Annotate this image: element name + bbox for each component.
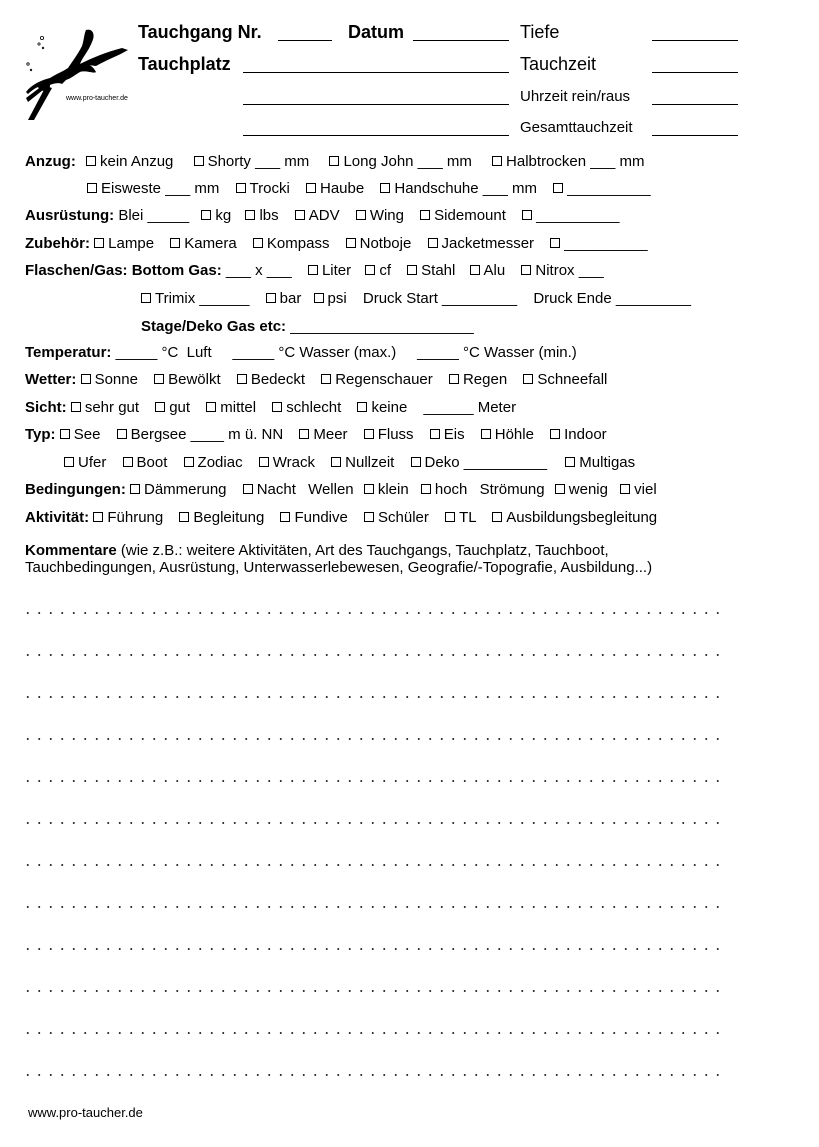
- dive-site-field[interactable]: [243, 72, 509, 73]
- in-out-time-label: Uhrzeit rein/raus: [520, 88, 631, 105]
- checkbox-cave[interactable]: [481, 429, 491, 439]
- option-label: Wrack: [272, 454, 315, 471]
- checkbox-ice-vest[interactable]: [87, 183, 97, 193]
- option-label: Schneefall: [537, 371, 608, 388]
- option-label: Jacketmesser: [441, 235, 535, 252]
- accessories-label: Zubehör:: [25, 235, 90, 252]
- comment-line[interactable]: [22, 822, 728, 824]
- checkbox-waves-small[interactable]: [364, 484, 374, 494]
- checkbox-cf[interactable]: [365, 265, 375, 275]
- checkbox-wing[interactable]: [356, 210, 366, 220]
- temperature-fields: _____ °C Luft _____ °C Wasser (max.) _____ °C Wasser (min.): [115, 344, 577, 361]
- checkbox-overcast[interactable]: [237, 374, 247, 384]
- checkbox-nitrox[interactable]: [521, 265, 531, 275]
- option-label: Zodiac: [197, 454, 243, 471]
- option-label: Ausbildungsbegleitung: [506, 509, 658, 526]
- checkbox-long-john[interactable]: [329, 156, 339, 166]
- current-label: Strömung: [479, 481, 545, 498]
- checkbox-alu[interactable]: [470, 265, 480, 275]
- checkbox-knife[interactable]: [428, 238, 438, 248]
- weather-label: Wetter:: [25, 371, 77, 388]
- option-label: Begleitung: [193, 509, 265, 526]
- option-label: Meer: [313, 426, 348, 443]
- checkbox-compass[interactable]: [253, 238, 263, 248]
- option-label: Wing: [369, 207, 404, 224]
- option-label: Nitrox ___: [535, 262, 604, 279]
- dive-number-label: Tauchgang Nr.: [138, 22, 262, 42]
- option-label: Indoor: [564, 426, 607, 443]
- option-label: Trocki: [249, 180, 290, 197]
- visibility-meter-field: ______ Meter: [423, 399, 517, 416]
- comment-line[interactable]: [22, 1032, 728, 1034]
- option-label: Trimix ______: [155, 290, 250, 307]
- checkbox-multigas[interactable]: [565, 457, 575, 467]
- checkbox-wreck[interactable]: [259, 457, 269, 467]
- option-label: Multigas: [579, 454, 636, 471]
- comment-line[interactable]: [22, 948, 728, 950]
- checkbox-ice[interactable]: [430, 429, 440, 439]
- tank-size-field: ___ x ___: [225, 262, 292, 279]
- option-label: Lampe: [108, 235, 155, 252]
- dive-time-field[interactable]: [652, 72, 738, 73]
- dive-site-field-3[interactable]: [243, 135, 509, 136]
- checkbox-lamp[interactable]: [94, 238, 104, 248]
- checkbox-training-escort[interactable]: [492, 512, 502, 522]
- checkbox-bar[interactable]: [266, 293, 276, 303]
- stage-gas-field: ______________________: [290, 318, 474, 335]
- equipment-label: Ausrüstung:: [25, 207, 115, 224]
- option-label: Deko __________: [424, 454, 548, 471]
- option-label: viel: [634, 481, 657, 498]
- checkbox-drysuit[interactable]: [236, 183, 246, 193]
- suit-row-2: [87, 180, 651, 197]
- option-label: cf: [379, 262, 391, 279]
- checkbox-guiding[interactable]: [93, 512, 103, 522]
- option-label: Nullzeit: [345, 454, 395, 471]
- option-label: wenig: [568, 481, 608, 498]
- option-label: Sidemount: [434, 207, 506, 224]
- checkbox-lbs[interactable]: [245, 210, 255, 220]
- checkbox-medium[interactable]: [206, 402, 216, 412]
- checkbox-deco[interactable]: [411, 457, 421, 467]
- diver-icon: [22, 24, 134, 124]
- bottom-gas-label: Bottom Gas:: [131, 262, 222, 279]
- checkbox-sunny[interactable]: [81, 374, 91, 384]
- logo-url: www.pro-taucher.de: [66, 95, 128, 102]
- activity-row: [25, 509, 657, 526]
- date-label: Datum: [348, 22, 405, 42]
- option-label: Dämmerung: [144, 481, 227, 498]
- depth-field[interactable]: [652, 40, 738, 41]
- checkbox-current-high[interactable]: [620, 484, 630, 494]
- checkbox-camera[interactable]: [170, 238, 180, 248]
- waves-label: Wellen: [308, 481, 354, 498]
- checkbox-cloudy[interactable]: [154, 374, 164, 384]
- option-label: kg: [215, 207, 232, 224]
- checkbox-kg[interactable]: [201, 210, 211, 220]
- type-row: [25, 426, 607, 443]
- comment-line[interactable]: [22, 864, 728, 866]
- option-label: Eisweste ___ mm: [101, 180, 220, 197]
- option-label: Höhle: [494, 426, 534, 443]
- comment-line[interactable]: [22, 738, 728, 740]
- conditions-row: [25, 481, 657, 498]
- checkbox-steel[interactable]: [407, 265, 417, 275]
- checkbox-student[interactable]: [364, 512, 374, 522]
- comment-line[interactable]: [22, 654, 728, 656]
- in-out-time-field[interactable]: [652, 104, 738, 105]
- checkbox-dusk[interactable]: [130, 484, 140, 494]
- option-label: __________: [564, 235, 648, 252]
- option-label: Liter: [321, 262, 352, 279]
- stage-gas-label: Stage/Deko Gas etc:: [141, 318, 287, 335]
- checkbox-river[interactable]: [364, 429, 374, 439]
- total-time-label: Gesamttauchzeit: [520, 119, 633, 136]
- option-label: Bedeckt: [250, 371, 306, 388]
- checkbox-very-good[interactable]: [71, 402, 81, 412]
- option-label: keine: [371, 399, 408, 416]
- checkbox-psi[interactable]: [314, 293, 324, 303]
- weather-row: [25, 371, 607, 388]
- comment-line[interactable]: [22, 780, 728, 782]
- checkbox-bad[interactable]: [272, 402, 282, 412]
- checkbox-night[interactable]: [243, 484, 253, 494]
- checkbox-sea[interactable]: [299, 429, 309, 439]
- checkbox-indoor[interactable]: [550, 429, 560, 439]
- checkbox-smb[interactable]: [346, 238, 356, 248]
- option-label: Bewölkt: [168, 371, 221, 388]
- checkbox-semidry[interactable]: [492, 156, 502, 166]
- comments-hint-2: Tauchbedingungen, Ausrüstung, Unterwasserlebewesen, Geografie/-Topografie, Ausbildung...): [25, 559, 653, 576]
- option-label: See: [73, 426, 101, 443]
- checkbox-showers[interactable]: [321, 374, 331, 384]
- checkbox-liter[interactable]: [308, 265, 318, 275]
- dive-time-label: Tauchzeit: [520, 54, 597, 74]
- checkbox-hood[interactable]: [306, 183, 316, 193]
- option-label: klein: [377, 481, 409, 498]
- option-label: lbs: [259, 207, 279, 224]
- option-label: Fluss: [377, 426, 414, 443]
- option-label: Bergsee ____ m ü. NN: [130, 426, 284, 443]
- comment-line[interactable]: [22, 612, 728, 614]
- checkbox-none[interactable]: [357, 402, 367, 412]
- stage-row: [141, 318, 474, 335]
- footer-url: www.pro-taucher.de: [28, 1105, 143, 1120]
- option-label: Eis: [443, 426, 465, 443]
- checkbox-fundive[interactable]: [280, 512, 290, 522]
- equipment-row: [25, 207, 620, 224]
- checkbox-escort[interactable]: [179, 512, 189, 522]
- tanks-row: [25, 262, 604, 279]
- option-label: Boot: [136, 454, 168, 471]
- checkbox-tl[interactable]: [445, 512, 455, 522]
- option-label: Halbtrocken ___ mm: [506, 153, 645, 170]
- checkbox-accessory-other[interactable]: [550, 238, 560, 248]
- option-label: Regenschauer: [335, 371, 433, 388]
- checkbox-sidemount[interactable]: [420, 210, 430, 220]
- dive-number-field[interactable]: [278, 40, 332, 41]
- option-label: __________: [536, 207, 620, 224]
- comment-line[interactable]: [22, 696, 728, 698]
- pressure-start-field: Druck Start _________: [362, 290, 518, 307]
- tanks-label: Flaschen/Gas:: [25, 262, 128, 279]
- option-label: Shorty ___ mm: [207, 153, 310, 170]
- comments-label: Kommentare: [25, 542, 117, 559]
- checkbox-suit-other[interactable]: [553, 183, 563, 193]
- type-label: Typ:: [25, 426, 56, 443]
- checkbox-no-deco[interactable]: [331, 457, 341, 467]
- checkbox-mountain-lake[interactable]: [117, 429, 127, 439]
- checkbox-gloves[interactable]: [380, 183, 390, 193]
- dive-site-field-2[interactable]: [243, 104, 509, 105]
- option-label: Schüler: [378, 509, 429, 526]
- depth-label: Tiefe: [520, 22, 560, 42]
- comment-line[interactable]: [22, 1074, 728, 1076]
- pressure-end-field: Druck Ende _________: [533, 290, 691, 307]
- option-label: Haube: [320, 180, 365, 197]
- comment-line[interactable]: [22, 990, 728, 992]
- checkbox-shorty[interactable]: [194, 156, 204, 166]
- date-field[interactable]: [413, 40, 509, 41]
- activity-label: Aktivität:: [25, 509, 90, 526]
- suit-label: Anzug:: [25, 153, 76, 170]
- checkbox-equipment-other[interactable]: [522, 210, 532, 220]
- option-label: Kamera: [184, 235, 237, 252]
- option-label: mittel: [220, 399, 257, 416]
- checkbox-current-low[interactable]: [555, 484, 565, 494]
- option-label: hoch: [434, 481, 468, 498]
- option-label: Sonne: [94, 371, 138, 388]
- checkbox-boat[interactable]: [123, 457, 133, 467]
- option-label: Stahl: [421, 262, 456, 279]
- option-label: Nacht: [256, 481, 296, 498]
- option-label: Ufer: [78, 454, 107, 471]
- checkbox-good[interactable]: [155, 402, 165, 412]
- weight-label: Blei _____: [118, 207, 190, 224]
- visibility-row: [25, 399, 516, 416]
- comments-header: [25, 542, 652, 576]
- tanks-row-2: [141, 290, 691, 307]
- type-row-2: [64, 454, 635, 471]
- option-label: bar: [279, 290, 302, 307]
- comments-hint-1: (wie z.B.: weitere Aktivitäten, Art des Tauchgangs, Tauchplatz, Tauchboot,: [116, 542, 609, 559]
- option-label: Fundive: [294, 509, 348, 526]
- option-label: gut: [169, 399, 191, 416]
- option-label: psi: [327, 290, 347, 307]
- option-label: TL: [459, 509, 477, 526]
- option-label: ADV: [308, 207, 340, 224]
- option-label: Handschuhe ___ mm: [394, 180, 537, 197]
- comment-line[interactable]: [22, 906, 728, 908]
- option-label: Führung: [107, 509, 164, 526]
- option-label: Regen: [462, 371, 508, 388]
- checkbox-rain[interactable]: [449, 374, 459, 384]
- checkbox-waves-high[interactable]: [421, 484, 431, 494]
- option-label: kein Anzug: [100, 153, 174, 170]
- accessories-row: [25, 235, 648, 252]
- checkbox-no-suit[interactable]: [86, 156, 96, 166]
- option-label: sehr gut: [84, 399, 140, 416]
- total-time-field[interactable]: [652, 135, 738, 136]
- option-label: Notboje: [359, 235, 412, 252]
- temperature-label: Temperatur:: [25, 344, 112, 361]
- checkbox-trimix[interactable]: [141, 293, 151, 303]
- checkbox-adv[interactable]: [295, 210, 305, 220]
- option-label: Alu: [483, 262, 506, 279]
- temperature-row: [25, 344, 577, 361]
- option-label: schlecht: [286, 399, 342, 416]
- checkbox-lake[interactable]: [60, 429, 70, 439]
- option-label: Long John ___ mm: [343, 153, 472, 170]
- dive-site-label: Tauchplatz: [138, 54, 231, 74]
- visibility-label: Sicht:: [25, 399, 67, 416]
- checkbox-zodiac[interactable]: [184, 457, 194, 467]
- option-label: __________: [567, 180, 651, 197]
- checkbox-shore[interactable]: [64, 457, 74, 467]
- conditions-label: Bedingungen:: [25, 481, 126, 498]
- checkbox-snow[interactable]: [523, 374, 533, 384]
- option-label: Kompass: [266, 235, 330, 252]
- suit-row: [25, 153, 644, 170]
